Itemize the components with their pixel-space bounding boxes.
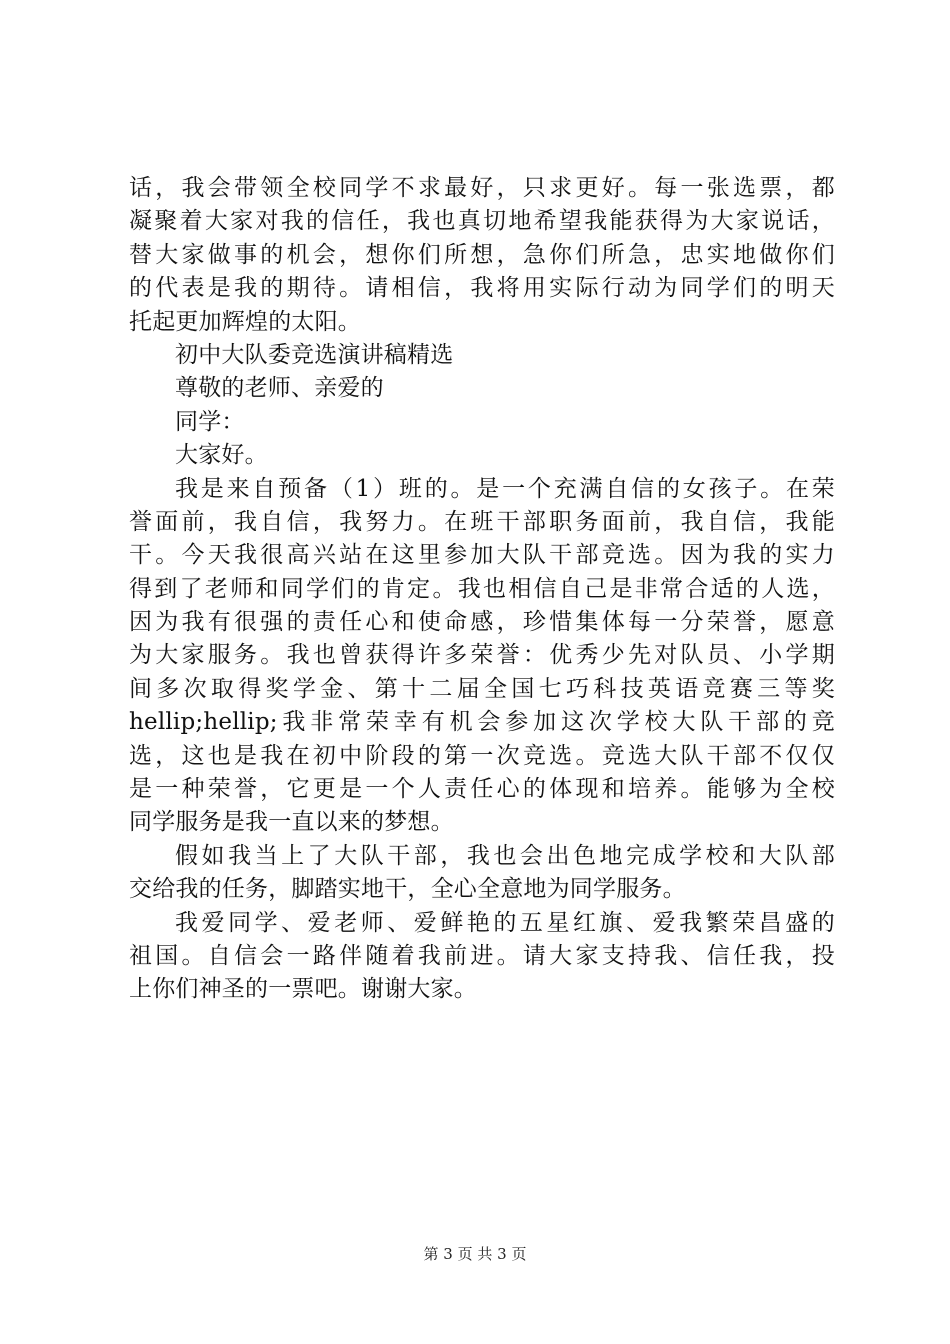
text-line: 祖国。自信会一路伴随着我前进。请大家支持我、信任我，投	[129, 942, 835, 969]
text-line: hellip;hellip;我非常荣幸有机会参加这次学校大队干部的竞	[129, 709, 835, 736]
text-line: 选，这也是我在初中阶段的第一次竞选。竞选大队干部不仅仅	[129, 742, 835, 769]
text-line: 假如我当上了大队干部，我也会出色地完成学校和大队部	[175, 842, 835, 869]
text-line: 誉面前，我自信，我努力。在班干部职务面前，我自信，我能	[129, 508, 835, 535]
text-line: 我是来自预备（1）班的。是一个充满自信的女孩子。在荣	[175, 475, 835, 502]
text-line: 托起更加辉煌的太阳。	[129, 308, 361, 335]
salutation-line: 尊敬的老师、亲爱的	[175, 375, 384, 402]
text-line: 上你们神圣的一票吧。谢谢大家。	[129, 976, 477, 1003]
text-line: 是一种荣誉，它更是一个人责任心的体现和培养。能够为全校	[129, 776, 835, 803]
page-number-footer: 第 3 页 共 3 页	[423, 1245, 527, 1263]
text-line: 凝聚着大家对我的信任，我也真切地希望我能获得为大家说话，	[129, 208, 835, 235]
salutation-line: 同学：	[175, 408, 245, 435]
text-line: 得到了老师和同学们的肯定。我也相信自己是非常合适的人选，	[129, 575, 835, 602]
greeting-line: 大家好。	[175, 442, 268, 469]
text-line: 交给我的任务，脚踏实地干，全心全意地为同学服务。	[129, 876, 686, 903]
text-line: 话，我会带领全校同学不求最好，只求更好。每一张选票，都	[129, 175, 835, 201]
section-title: 初中大队委竞选演讲稿精选	[175, 341, 454, 368]
text-line: 干。今天我很高兴站在这里参加大队干部竞选。因为我的实力	[129, 542, 835, 569]
text-line: 间多次取得奖学金、第十二届全国七巧科技英语竞赛三等奖	[129, 675, 835, 702]
text-line: 为大家服务。我也曾获得许多荣誉：优秀少先对队员、小学期	[129, 642, 835, 669]
text-line: 的代表是我的期待。请相信，我将用实际行动为同学们的明天	[129, 275, 835, 302]
text-line: 我爱同学、爱老师、爱鲜艳的五星红旗、爱我繁荣昌盛的	[175, 909, 835, 936]
text-line: 同学服务是我一直以来的梦想。	[129, 809, 454, 836]
text-line: 因为我有很强的责任心和使命感，珍惜集体每一分荣誉，愿意	[129, 609, 835, 636]
text-line: 替大家做事的机会，想你们所想，急你们所急，忠实地做你们	[129, 241, 835, 268]
document-body	[129, 172, 835, 1007]
